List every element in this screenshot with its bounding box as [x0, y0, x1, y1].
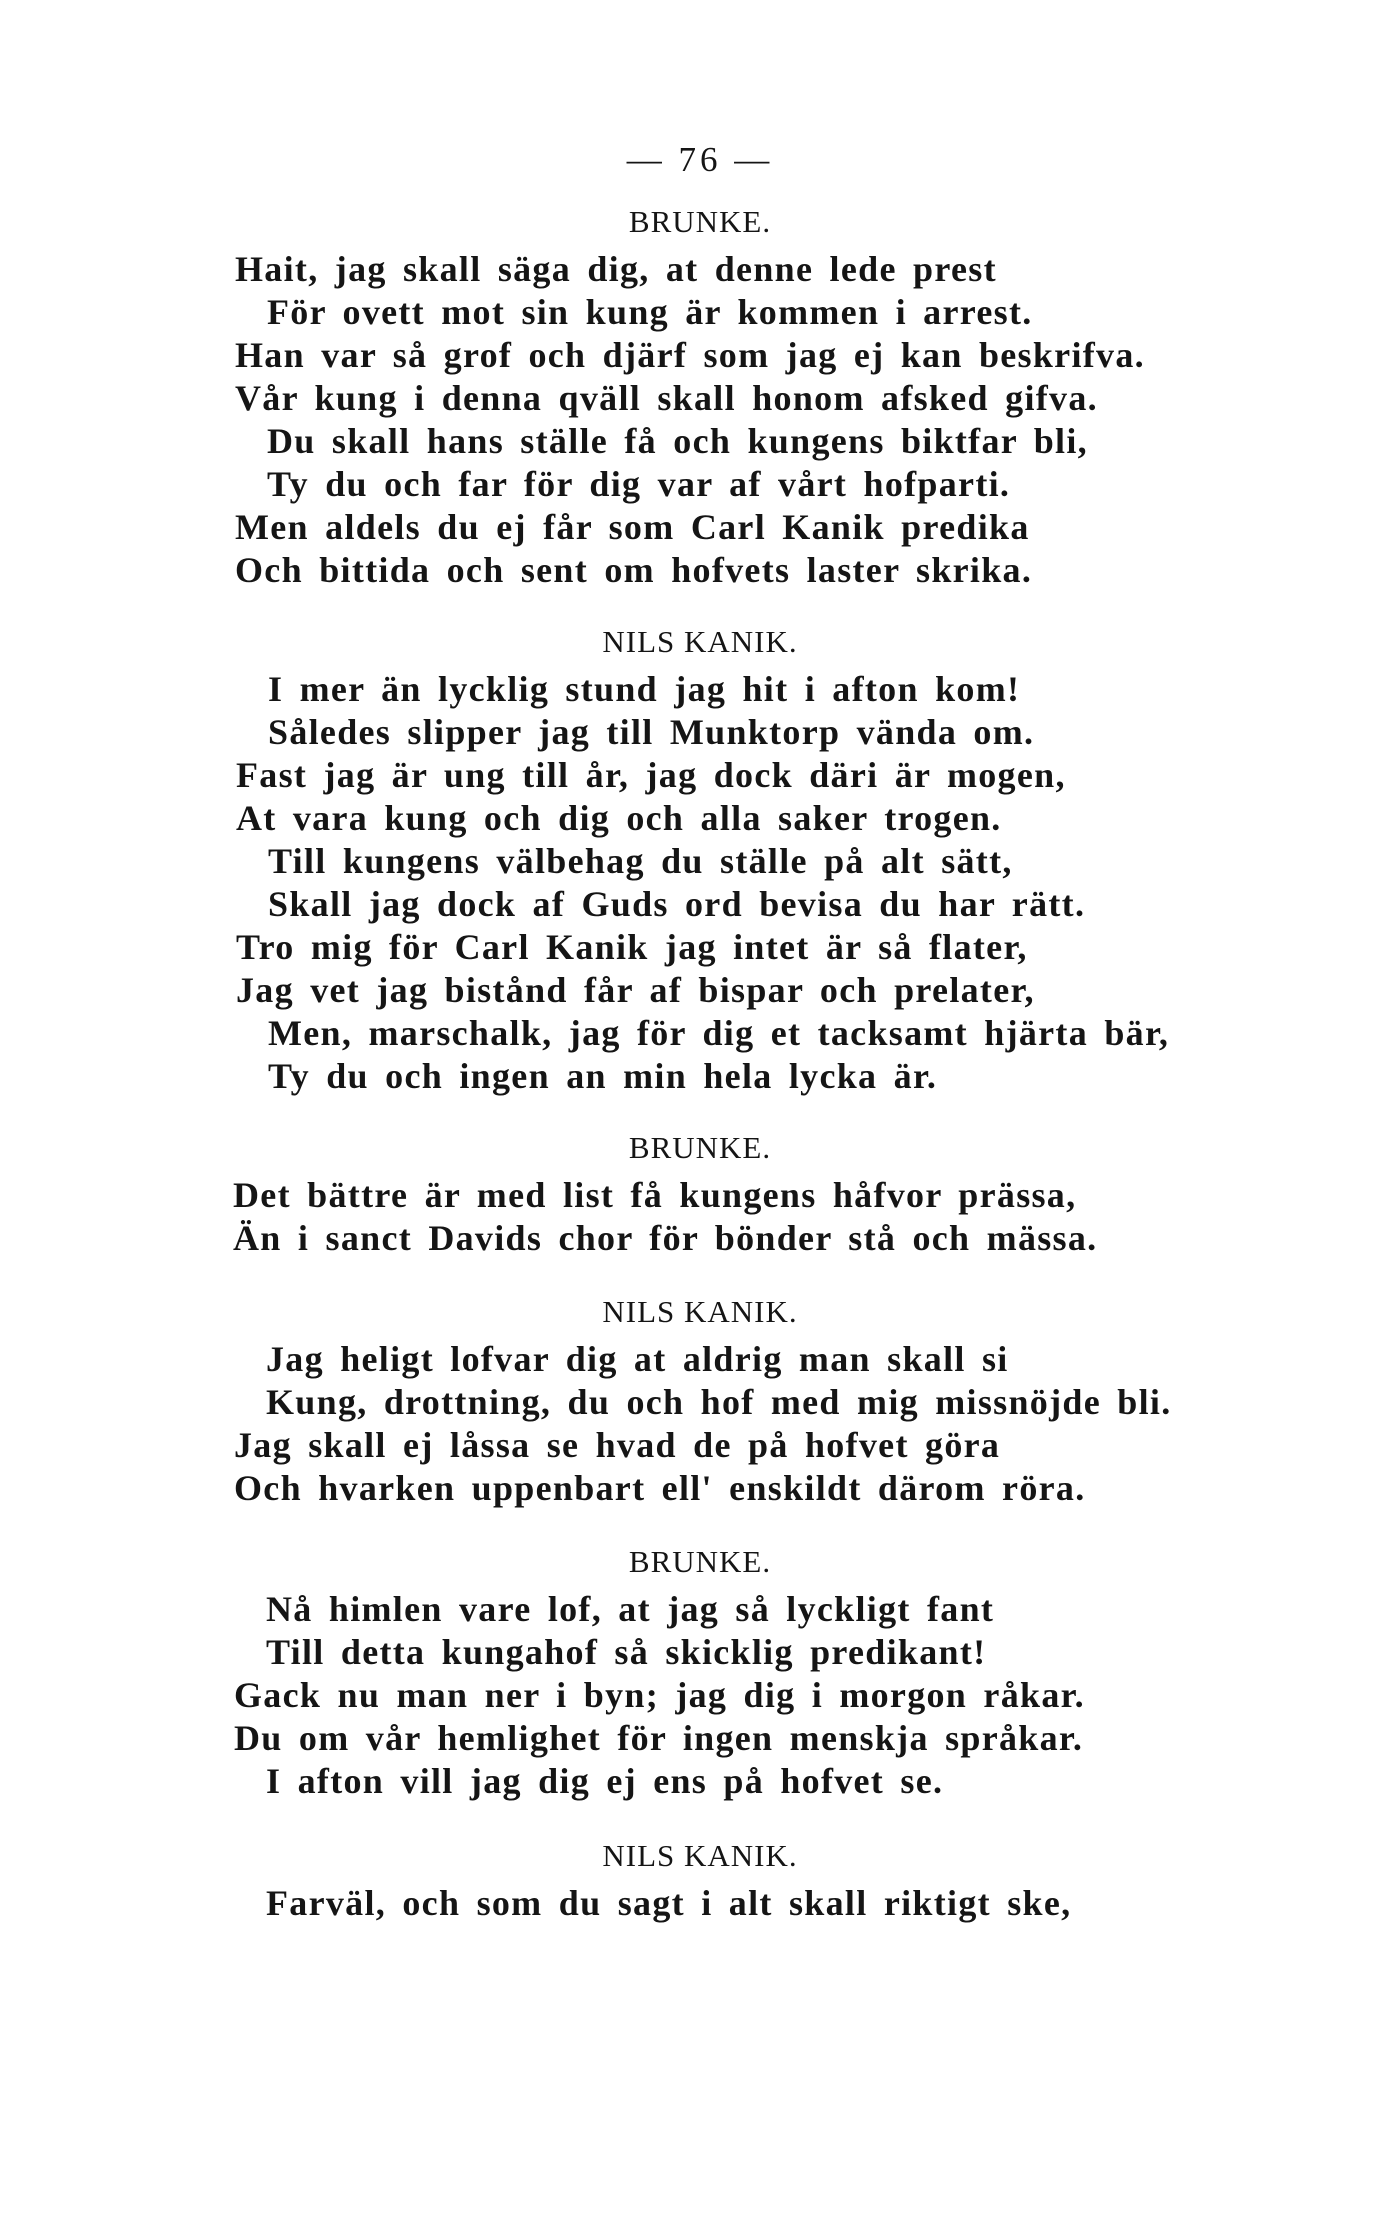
verse-line: Han var så grof och djärf som jag ej kan beskrifva.: [235, 335, 1145, 375]
speaker-name: NILS KANIK.: [602, 1838, 798, 1873]
verse-line: Tro mig för Carl Kanik jag intet är så flater,: [236, 927, 1028, 967]
speaker-name: BRUNKE.: [628, 204, 772, 239]
verse-line: Fast jag är ung till år, jag dock däri är mogen,: [236, 755, 1066, 795]
verse-line: För ovett mot sin kung är kommen i arrest.: [267, 292, 1033, 332]
verse-line: Jag heligt lofvar dig at aldrig man skall si: [266, 1339, 1009, 1379]
page-number: — 76 —: [626, 140, 774, 179]
verse-line: Jag vet jag bistånd får af bispar och prelater,: [236, 970, 1035, 1010]
verse-line: Gack nu man ner i byn; jag dig i morgon råkar.: [234, 1675, 1085, 1715]
verse-line: I afton vill jag dig ej ens på hofvet se.: [266, 1761, 944, 1801]
verse-line: Men aldels du ej får som Carl Kanik predika: [235, 507, 1030, 547]
verse-line: Men, marschalk, jag för dig et tacksamt hjärta bär,: [268, 1013, 1170, 1053]
verse-line: At vara kung och dig och alla saker trogen.: [236, 798, 1002, 838]
verse-line: Än i sanct Davids chor för bönder stå och mässa.: [233, 1218, 1098, 1258]
verse-line: Ty du och far för dig var af vårt hofparti.: [267, 464, 1011, 504]
verse-line: Kung, drottning, du och hof med mig missnöjde bli.: [266, 1382, 1172, 1422]
verse-line: Nå himlen vare lof, at jag så lyckligt fant: [266, 1589, 995, 1629]
verse-line: Jag skall ej låssa se hvad de på hofvet göra: [234, 1425, 1001, 1465]
verse-line: I mer än lycklig stund jag hit i afton kom!: [268, 669, 1021, 709]
verse-line: Vår kung i denna qväll skall honom afsked gifva.: [235, 378, 1098, 418]
verse-line: Hait, jag skall säga dig, at denne lede prest: [235, 249, 997, 289]
verse-line: Och bittida och sent om hofvets laster skrika.: [235, 550, 1033, 590]
verse-line: Till kungens välbehag du ställe på alt sätt,: [268, 841, 1013, 881]
speaker-name: NILS KANIK.: [602, 1294, 798, 1329]
speaker-name: BRUNKE.: [628, 1130, 772, 1165]
speaker-name: BRUNKE.: [628, 1544, 772, 1579]
speaker-name: NILS KANIK.: [602, 624, 798, 659]
verse-line: Du om vår hemlighet för ingen menskja språkar.: [234, 1718, 1084, 1758]
verse-line: Till detta kungahof så skicklig predikant!: [266, 1632, 987, 1672]
verse-line: Ty du och ingen an min hela lycka är.: [268, 1056, 938, 1096]
verse-line: Farväl, och som du sagt i alt skall riktigt ske,: [266, 1883, 1072, 1923]
verse-line: Det bättre är med list få kungens håfvor prässa,: [233, 1175, 1077, 1215]
verse-line: Således slipper jag till Munktorp vända om.: [268, 712, 1035, 752]
verse-line: Du skall hans ställe få och kungens biktfar bli,: [267, 421, 1088, 461]
verse-line: Skall jag dock af Guds ord bevisa du har rätt.: [268, 884, 1086, 924]
verse-line: Och hvarken uppenbart ell' enskildt därom röra.: [234, 1468, 1086, 1508]
